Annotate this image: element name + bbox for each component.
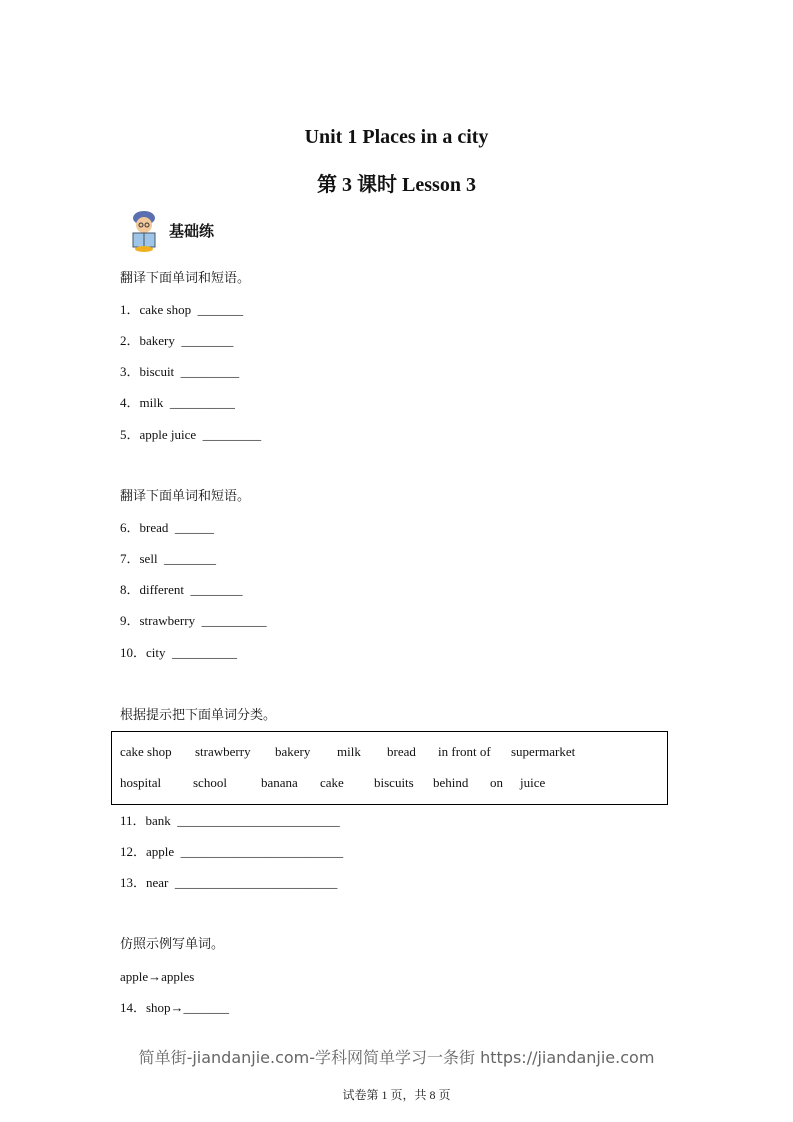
word-bank-item: bread [387,744,416,759]
word-bank-item: school [193,775,227,790]
question: 3．biscuit _________ [120,364,240,379]
question: 9．strawberry __________ [120,613,267,628]
question: 1．cake shop _______ [120,302,244,317]
lesson-subtitle: 第 3 课时 Lesson 3 [317,174,476,196]
document-title: Unit 1 Places in a city [304,126,489,148]
question: 2．bakery ________ [120,333,234,348]
instruction: 翻译下面单词和短语。 [120,270,251,285]
word-bank-item: juice [520,775,546,790]
page-footer: 试卷第 1 页，共 8 页 [342,1088,451,1102]
instruction: 翻译下面单词和短语。 [120,488,251,503]
word-bank-item: in front of [438,744,491,759]
question: 10．city __________ [120,645,237,660]
word-bank-item: milk [337,744,361,759]
word-bank-item: on [490,775,503,790]
word-bank-item: cake shop [120,744,172,759]
word-bank-item: banana [261,775,298,790]
word-bank-box [111,731,668,805]
question: 7．sell ________ [120,551,217,566]
question: 11．bank _________________________ [120,813,340,828]
word-bank-item: supermarket [511,744,576,759]
word-bank-item: bakery [275,744,311,759]
question: 8．different ________ [120,582,243,597]
word-bank-item: cake [320,775,344,790]
question: 4．milk __________ [120,395,235,410]
reading-student-icon [128,208,160,252]
question: 14．shop→_______ [120,1000,230,1015]
question: 6．bread ______ [120,520,214,535]
question: 12．apple _________________________ [120,844,344,859]
word-bank-item: hospital [120,775,162,790]
word-bank-item: strawberry [195,744,251,759]
section-label: 基础练 [169,222,215,240]
word-bank-item: biscuits [374,775,414,790]
instruction: 仿照示例写单词。 [120,936,225,951]
question: 5．apple juice _________ [120,427,262,442]
example: apple→apples [120,969,195,984]
instruction: 根据提示把下面单词分类。 [120,707,277,722]
word-bank-item: behind [433,775,469,790]
watermark: 简单街-jiandanjie.com-学科网简单学习一条街 https://jiandanjie.com [138,1048,655,1067]
question: 13．near _________________________ [120,875,338,890]
